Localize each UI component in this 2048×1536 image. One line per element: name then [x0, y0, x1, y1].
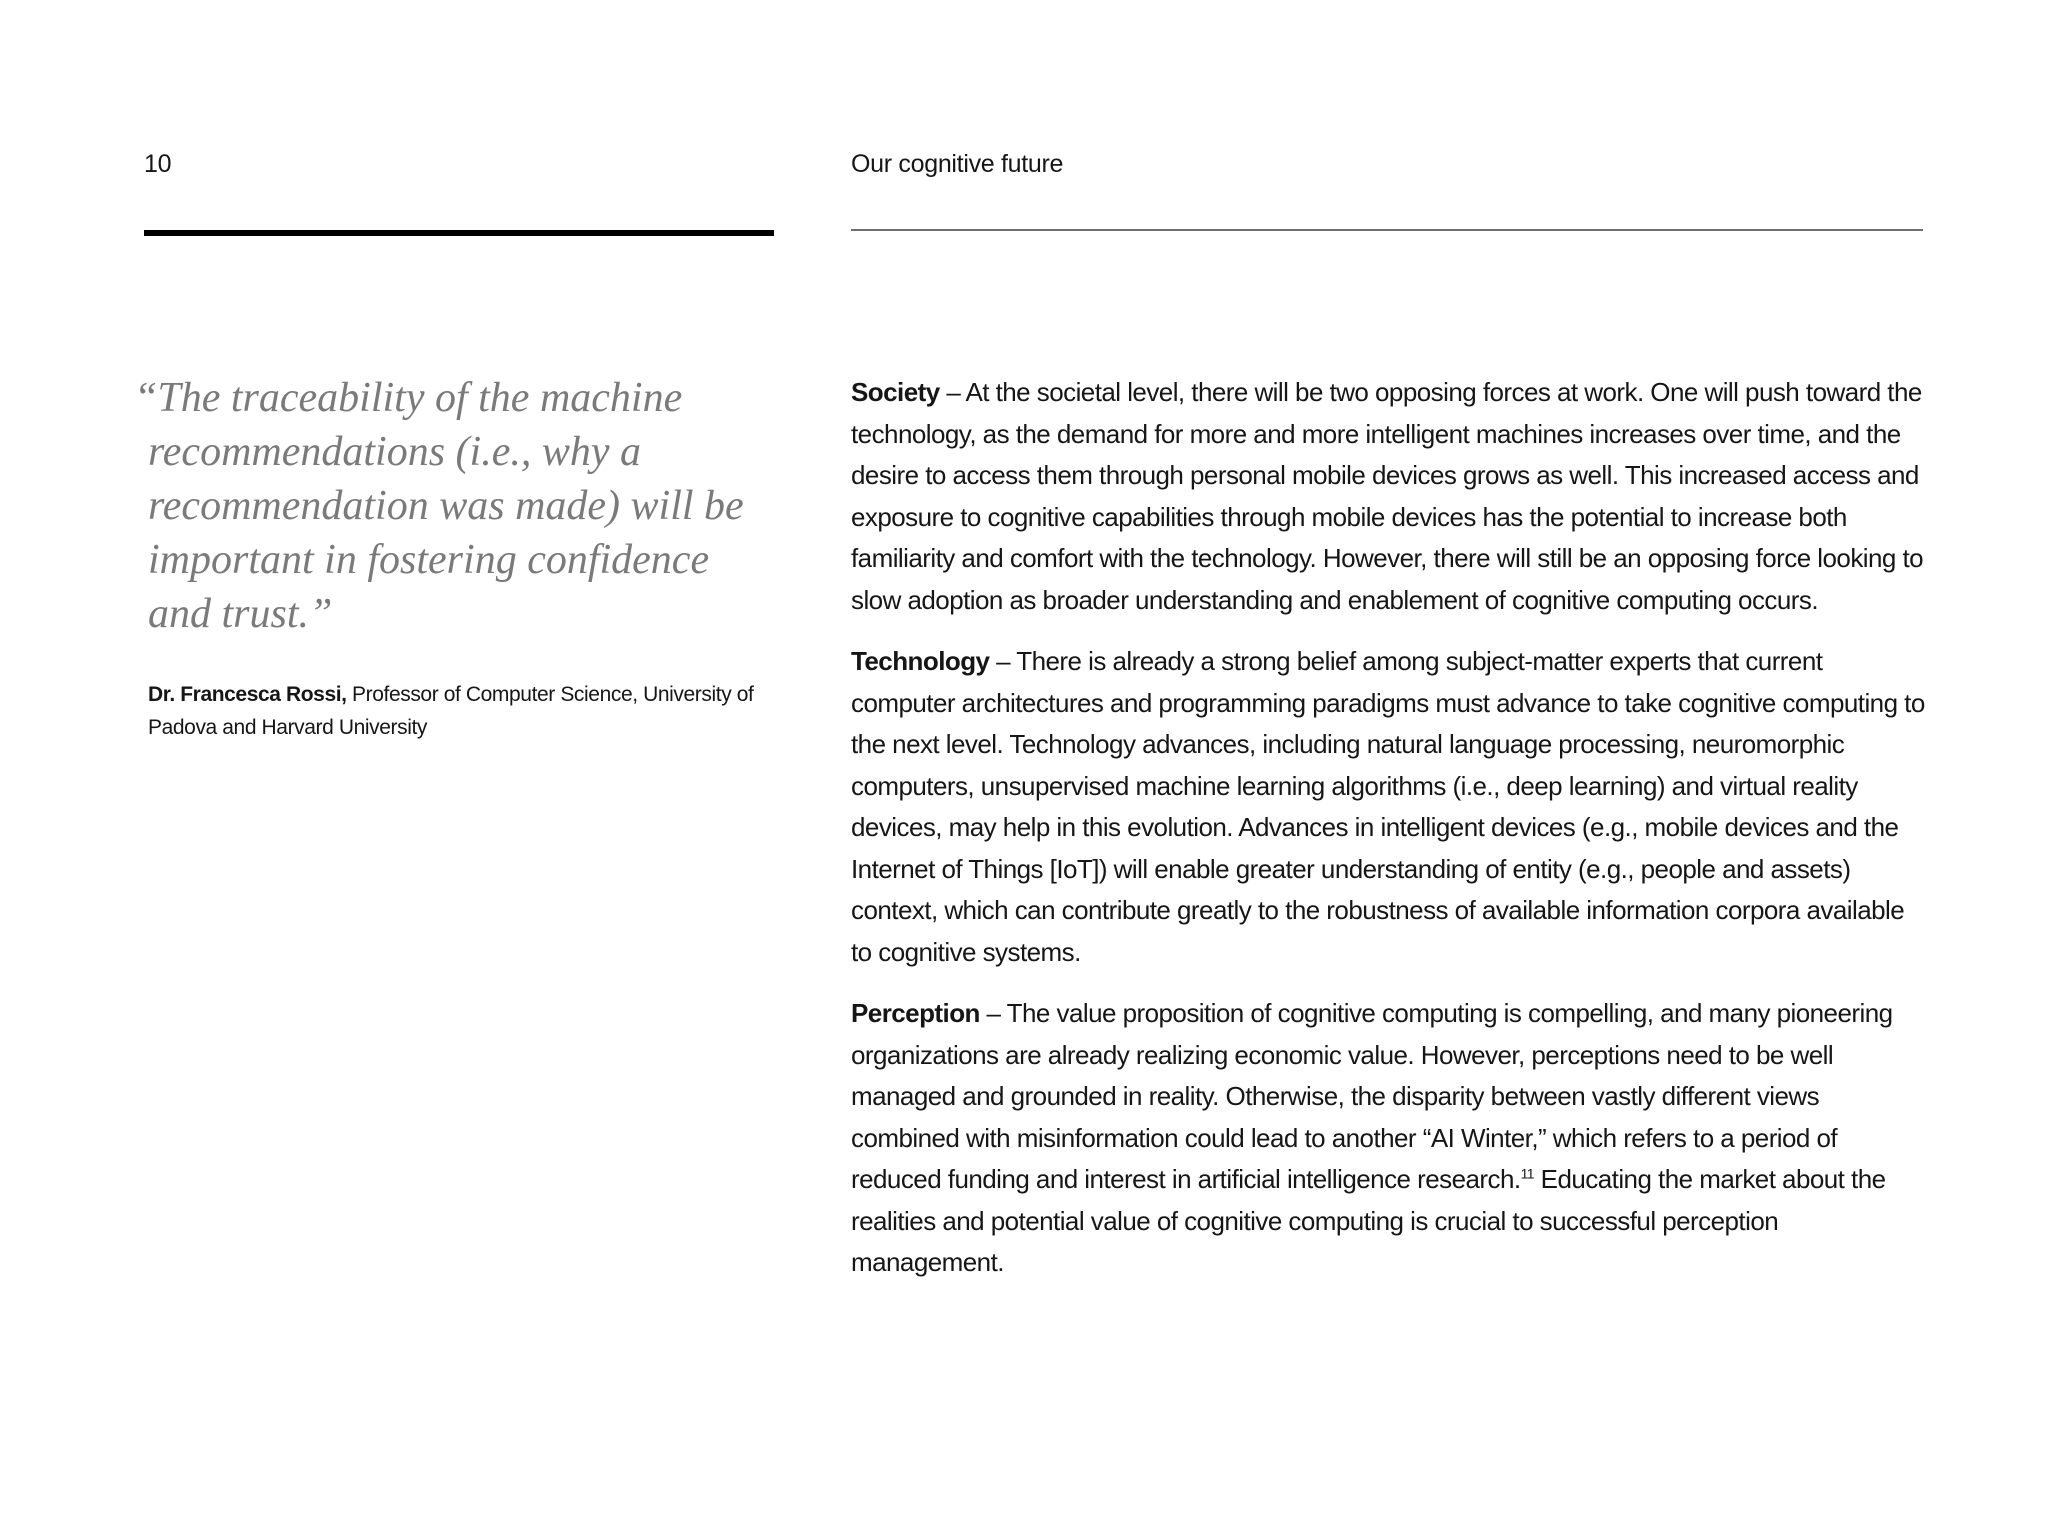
quote-attribution [148, 678, 788, 744]
perception-text-2: Educating the market about the realities and potential value of cognitive computing is crucial to successful perception management. [851, 1164, 1886, 1277]
perception-label: Perception [851, 998, 980, 1028]
attribution-name: Dr. Francesca Rossi, [148, 683, 347, 706]
footnote-reference: 11 [1520, 1165, 1534, 1182]
technology-label: Technology [851, 646, 990, 676]
page-number: 10 [144, 150, 172, 178]
header-rule-right [851, 229, 1923, 231]
society-label: Society [851, 377, 940, 407]
attribution-role: Professor of Computer Science, University of Padova and Harvard University [148, 683, 754, 739]
header-rule-left [144, 230, 774, 236]
section-title: Our cognitive future [851, 150, 1064, 178]
society-text: – At the societal level, there will be two opposing forces at work. One will push toward the technology, as the demand for more and more intelligent machines increases over time, and the desire to access them through personal mobile devices grows as well. This increased access and exposure to cognitive capabilities through mobile devices has the potential to increase both familiarity and comfort with the technology. However, there will still be an opposing force looking to slow adoption as broader understanding and enablement of cognitive computing occurs. [851, 377, 1924, 615]
technology-text: – There is already a strong belief among subject-matter experts that current computer architectures and programming paradigms must advance to take cognitive computing to the next level. Technology advances, including natural language processing, neuromorphic computers, unsupervised machine learning algorithms (i.e., deep learning) and virtual reality devices, may help in this evolution. Advances in intelligent devices (e.g., mobile devices and the Internet of Things [IoT]) will enable greater understanding of entity (e.g., people and assets) context, which can contribute greatly to the robustness of available information corpora available to cognitive systems. [851, 646, 1925, 967]
perception-text-1: – The value proposition of cognitive computing is compelling, and many pioneering organizations are already realizing economic value. However, perceptions need to be well managed and grounded in reality. Otherwise, the disparity between vastly different views combined with misinformation could lead to another “AI Winter,” which refers to a period of reduced funding and interest in artificial intelligence research. [851, 998, 1893, 1194]
paragraph-society [851, 372, 1931, 621]
body-column [851, 372, 1931, 1304]
paragraph-perception [851, 993, 1931, 1284]
paragraph-technology [851, 641, 1931, 973]
pull-quote: “The traceability of the machine recommendations (i.e., why a recommendation was made) will be important in fostering confidence and trust.” [134, 375, 744, 637]
